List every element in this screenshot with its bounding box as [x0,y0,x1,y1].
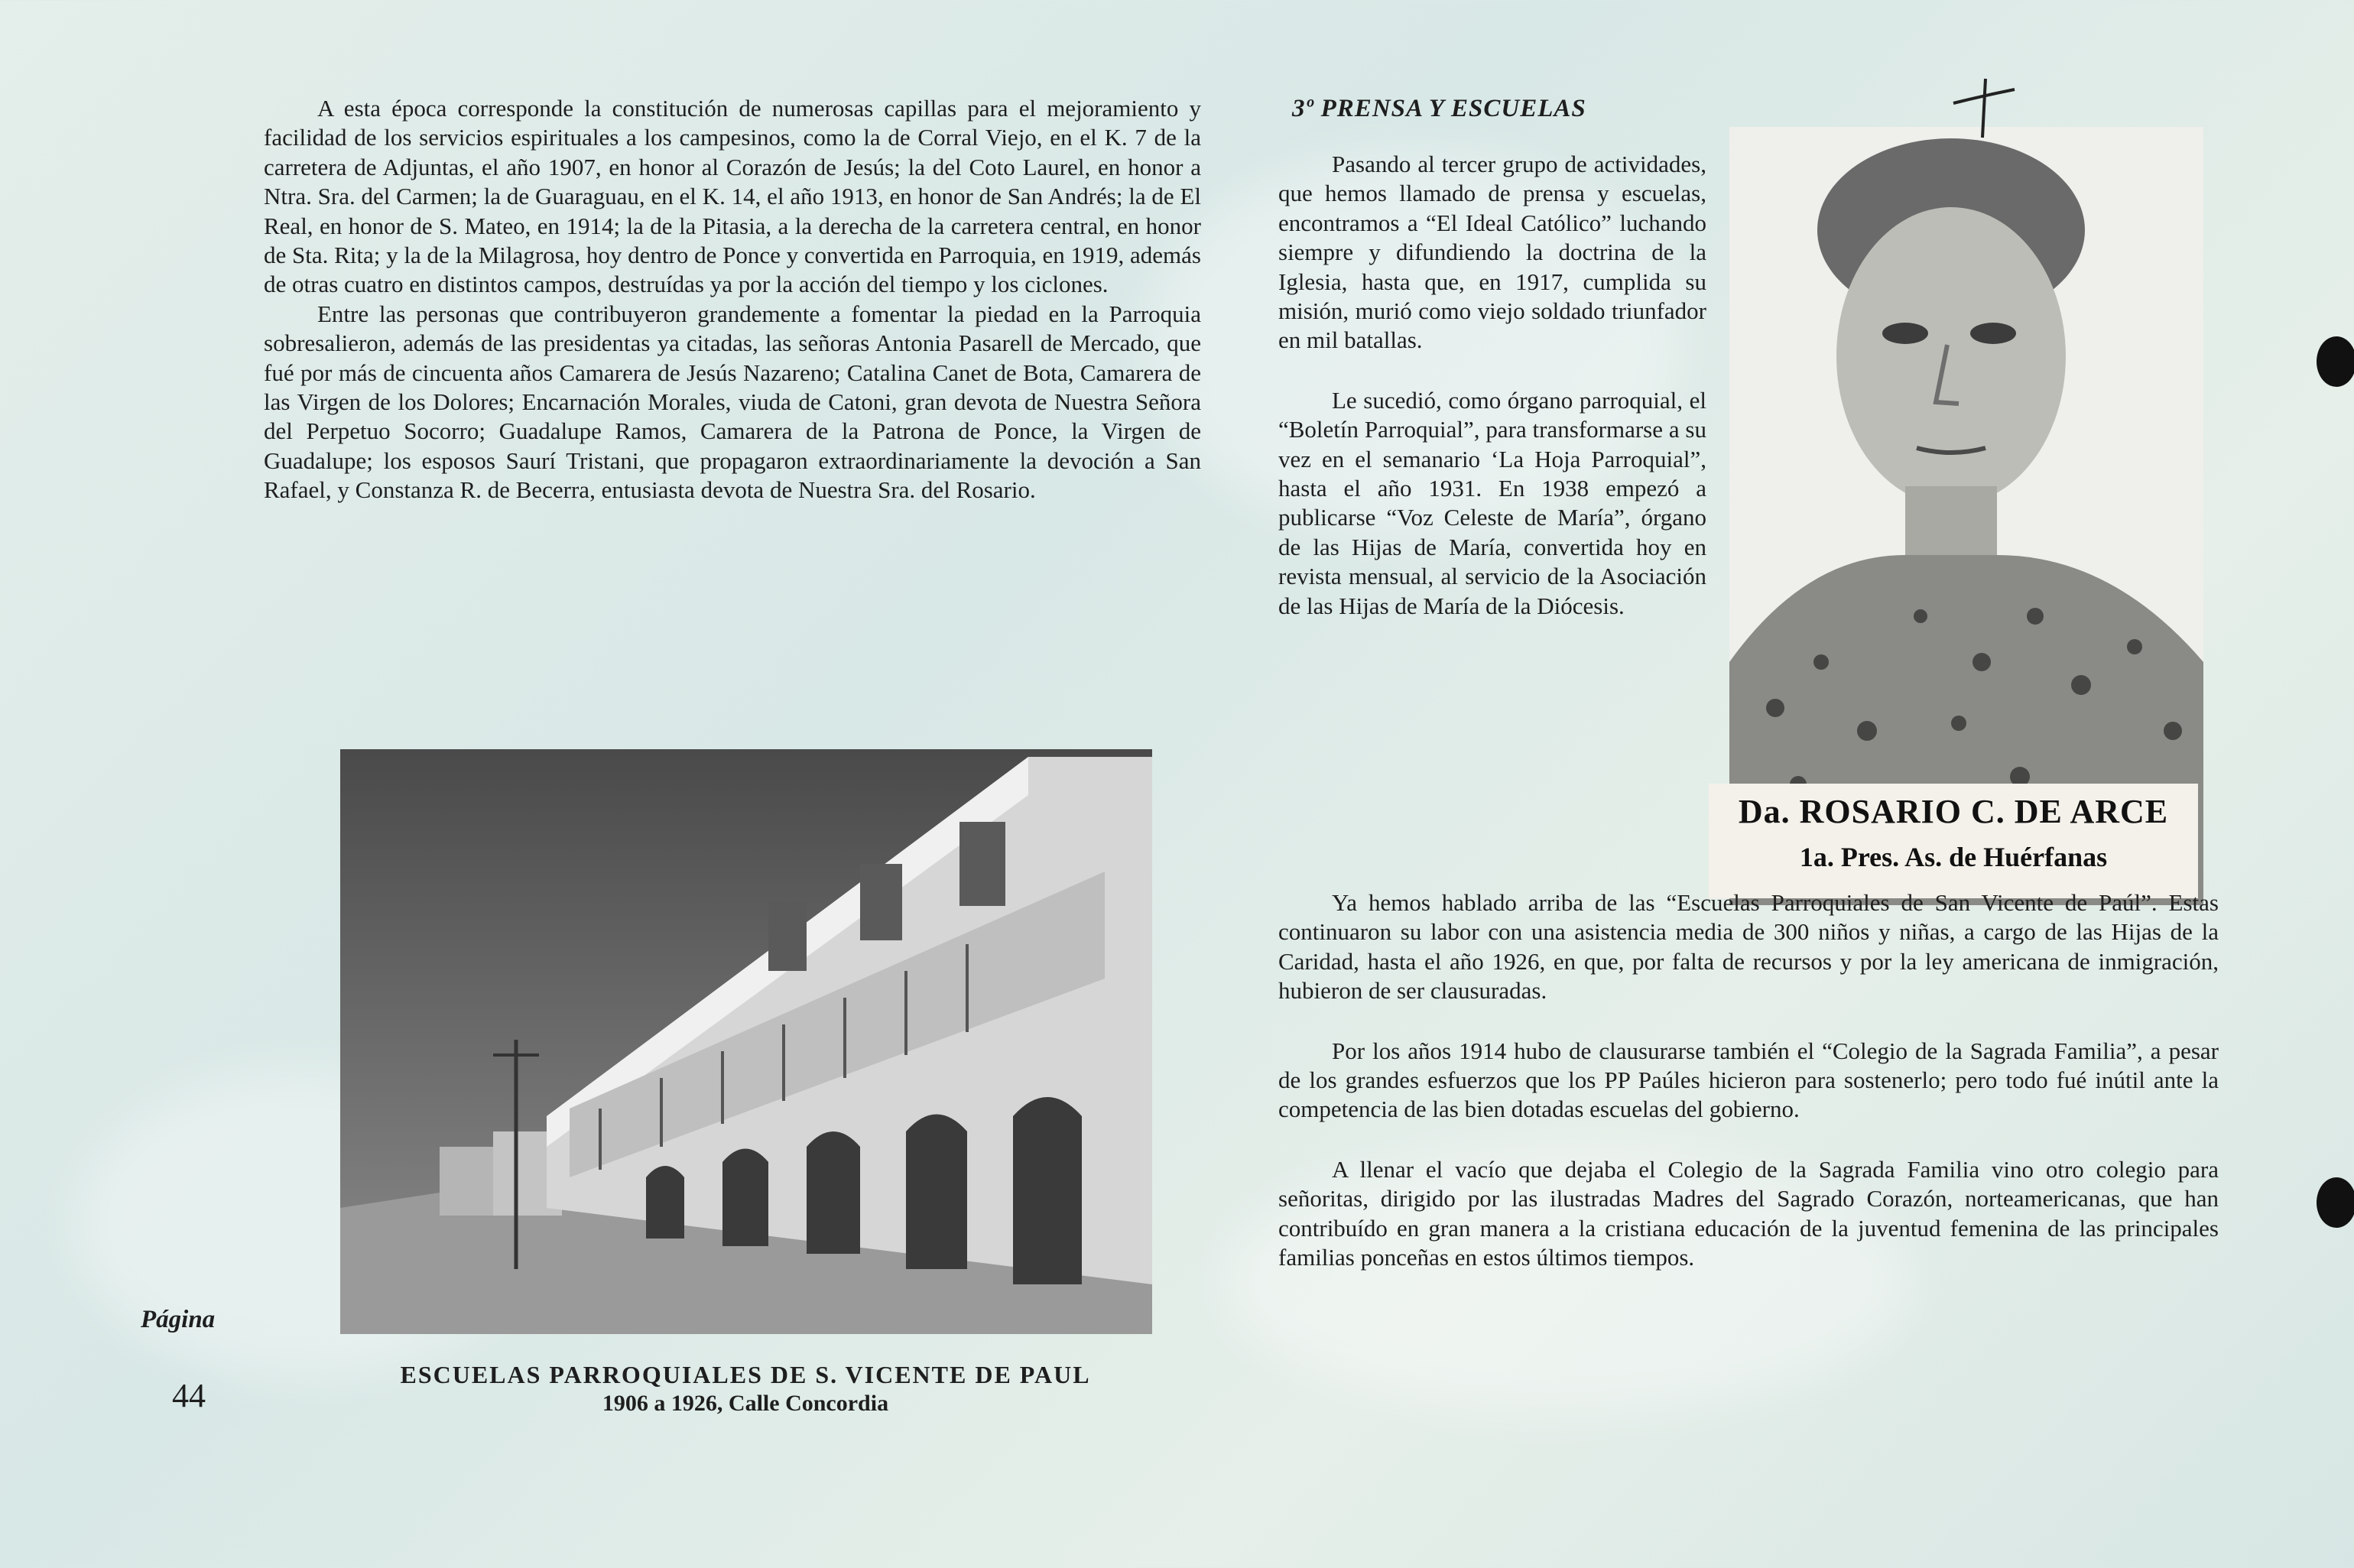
portrait-title: 1a. Pres. As. de Huérfanas [1799,842,2108,872]
portrait-name: Da. ROSARIO C. DE ARCE [1738,793,2169,830]
paragraph: Pasando al tercer grupo de actividades, que hemos llamado de prensa y escuelas, encontramos a “El Ideal Católico” luchando siempre y difundiendo la doctrina de la Iglesia, hasta que, en 1917, cumplida su misión, murió como viejo soldado triunfador en mil batallas. [1278,151,1706,354]
handwritten-mark [1946,73,2022,141]
page-label: Página [141,1306,216,1333]
binder-hole [2317,336,2354,387]
portrait-caption [1709,784,2198,898]
photo-caption-line1: ESCUELAS PARROQUIALES DE S. VICENTE DE PAUL [400,1361,1091,1388]
paragraph: A llenar el vacío que dejaba el Colegio de la Sagrada Familia vino otro colegio para señoritas, dirigido por las ilustradas Madres del Sagrado Corazón, norteamericanas, que han contribuído en gran manera a la cristiana educación de la juventud femenina de las principales familias ponceñas en estos últimos tiempos. [1278,1155,2219,1271]
binder-hole [2317,1177,2354,1228]
building-image [340,749,1152,1334]
photo-caption [336,1359,1154,1417]
section-heading: 3º PRENSA Y ESCUELAS [1292,95,1586,122]
right-column [1278,888,2219,1272]
paragraph: A esta época corresponde la constitución de numerosas capillas para el mejoramiento y facilidad de los servicios espirituales a los campesinos, como la de Corral Viejo, en el K. 7 de la carretera de Adjuntas, el año 1907, en honor al Corazón de Jesús; la del Coto Laurel, en honor a Ntra. Sra. del Carmen; la de Guaraguau, en el K. 14, el año 1913, en honor de San Andrés; la de El Real, en honor de S. Mateo, en 1914; la de la Pitasia, a la derecha de la carretera central, en honor de Sta. Rita; y la de la Milagrosa, hoy dentro de Ponce y convertida en Parroquia, en 1919, además de otras cuatro en distintos campos, destruídas ya por la acción del tiempo y los ciclones. [264,95,1201,298]
paragraph: Entre las personas que contribuyeron grandemente a fomentar la piedad en la Parroquia sobresalieron, además de las presidentas ya citadas, las señoras Antonia Pasarell de Mercado, que fué por más de cincuenta años Camarera de Jesús Nazareno; Catalina Canet de Bota, Camarera de las Virgen de los Dolores; Encarnación Morales, viuda de Catoni, gran devota de Nuestra Señora del Perpetuo Socorro; Guadalupe Ramos, Camarera de la Patrona de Ponce, la Virgen de Guadalupe; los esposos Saurí Tristani, que propagaron extraordinariamente la devoción a San Rafael, y Constanza R. de Becerra, entusiasta devota de Nuestra Sra. del Rosario. [264,300,1201,504]
paragraph: Por los años 1914 hubo de clausurarse también el “Colegio de la Sagrada Familia”, a pesar de los grandes esfuerzos que los PP Paúles hicieron para sostenerlo; pero todo fué inútil ante la competencia de las bien dotadas escuelas del gobierno. [1278,1037,2219,1123]
paragraph: Ya hemos hablado arriba de las “Escuelas Parroquiales de San Vicente de Paúl”. Estas continuaron su labor con una asistencia media de 300 niños y niñas, a cargo de las Hijas de la Caridad, hasta el año 1926, en que, por falta de recursos y por la ley americana de inmigración, hubieron de ser clausuradas. [1278,889,2219,1005]
school-building-photo [340,749,1152,1334]
page-number: 44 [172,1377,206,1414]
photo-caption-line2: 1906 a 1926, Calle Concordia [602,1391,889,1416]
paragraph: Le sucedió, como órgano parroquial, el “Boletín Parroquial”, para transformarse a su vez en el semanario ‘La Hoja Parroquial”, hasta el año 1931. En 1938 empezó a publicarse “Voz Celeste de María”, órgano de las Hijas de María, convertida hoy en revista mensual, al servicio de la Asociación de las Hijas de María de la Diócesis. [1278,386,1706,619]
left-column [264,94,1201,505]
middle-column [1278,150,1706,621]
